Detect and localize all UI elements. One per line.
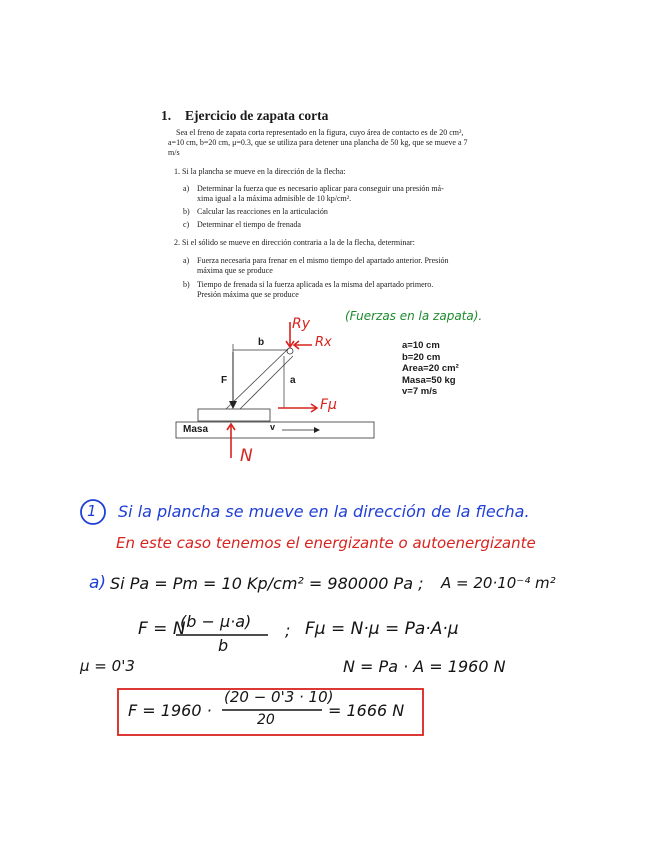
formula-Fmu: Fμ = N·μ = Pa·A·μ (305, 619, 459, 639)
diagram-label-masa: Masa (183, 424, 209, 435)
diagram-label-F: F (221, 375, 228, 386)
circled-number: 1 (87, 502, 97, 520)
formula-F-numerator: (b − μ·a) (180, 612, 252, 631)
given-data (402, 340, 459, 398)
lever-arm-line-2 (240, 356, 293, 409)
question-2a-text-cont: máxima que se produce (197, 266, 273, 275)
question-2b-text-cont: Presión máxima que se produce (197, 290, 299, 299)
formula-F-denominator: b (218, 636, 229, 655)
boxed-numerator: (20 − 0'3 · 10) (224, 688, 334, 706)
formula-separator: ; (285, 621, 291, 640)
part-a-label: a) (89, 573, 107, 593)
question-2-label: 2. (174, 238, 180, 247)
boxed-denominator: 20 (257, 712, 275, 728)
N-value: N = Pa · A = 1960 N (343, 657, 506, 676)
label-Rx: Rx (315, 335, 332, 350)
question-2a-text: Fuerza necesaria para frenar en el mismo tiempo del apartado anterior. Presión (197, 256, 449, 265)
section-title-text: Ejercicio de zapata corta (185, 108, 329, 123)
diagram-label-a: a (290, 375, 296, 386)
solution-heading: Si la plancha se mueve en la dirección de la flecha. (118, 502, 530, 521)
label-N: N (240, 446, 253, 466)
velocity-head (314, 427, 320, 433)
question-2-text: Si el sólido se mueve en dirección contraria a la de la flecha, determinar: (182, 238, 415, 247)
line-a-area: A = 20·10⁻⁴ m² (441, 574, 556, 592)
label-Ry: Ry (292, 316, 311, 332)
given-a: a=10 cm (402, 340, 440, 351)
formula-F-left: F = N (138, 619, 186, 639)
lever-arm-line-1 (226, 348, 289, 409)
question-2b-text: Tiempo de frenada si la fuerza aplicada es la misma del apartado primero. (197, 280, 434, 289)
line-a-pressure: Si Pa = Pm = 10 Kp/cm² = 980000 Pa ; (110, 574, 424, 593)
boxed-left: F = 1960 · (128, 701, 212, 720)
diagram-label-v: v (270, 422, 276, 432)
label-Fmu: Fμ (320, 397, 337, 413)
boxed-result: = 1666 N (328, 701, 405, 720)
solution-red-line: En este caso tenemos el energizante o autoenergizante (116, 534, 536, 552)
question-1a-text: Determinar la fuerza que es necesario aplicar para conseguir una presión má- (197, 184, 444, 193)
given-area: Area=20 cm² (402, 363, 459, 374)
question-2b-label: b) (183, 280, 190, 289)
question-1c-text: Determinar el tiempo de frenada (197, 220, 301, 229)
question-1c-label: c) (183, 220, 190, 229)
given-v: v=7 m/s (402, 386, 438, 397)
diagram-label-b: b (258, 337, 265, 348)
question-1-label: 1. (174, 167, 180, 176)
pivot-joint (287, 348, 293, 354)
question-1a-text-cont: xima igual a la máxima admisible de 10 kp/cm². (197, 194, 352, 203)
question-1b-text: Calcular las reacciones en la articulación (197, 207, 328, 216)
zapata-shoe (198, 409, 270, 421)
question-1-text: Si la plancha se mueve en la dirección de la flecha: (182, 167, 346, 176)
question-1a-label: a) (183, 184, 190, 193)
given-masa: Masa=50 kg (402, 374, 456, 386)
intro-paragraph: Sea el freno de zapata corta representado en la figura, cuyo área de contacto es de 20 cm², a=10 cm, b=20 cm, μ=0.3, que se utiliza para detener una plancha de 50 kg, que se mueve a 7 m/s (168, 128, 468, 158)
question-1b-label: b) (183, 207, 190, 216)
note-fuerzas-zapata: (Fuerzas en la zapata). (345, 309, 483, 323)
question-2a-label: a) (183, 256, 190, 265)
given-b: b=20 cm (402, 351, 441, 363)
mu-value: μ = 0'3 (80, 657, 135, 675)
section-number: 1. (161, 108, 172, 123)
